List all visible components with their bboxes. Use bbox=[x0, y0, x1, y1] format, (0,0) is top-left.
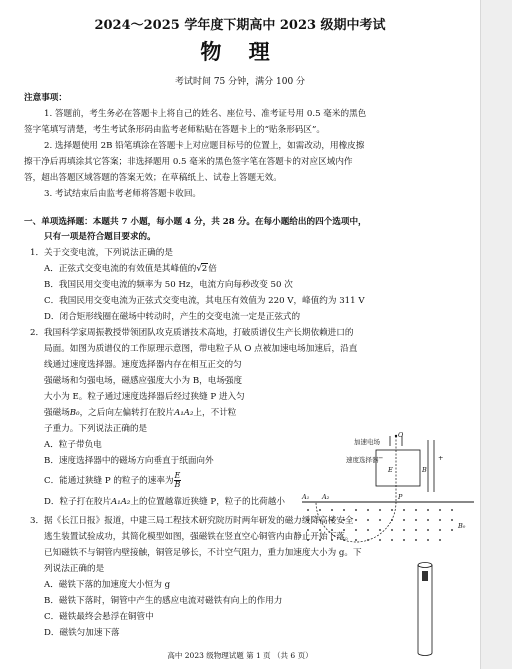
notes-line: 2. 选择题使用 2B 铅笔填涂在答题卡上对应题目标号的位置上，如需改动，用橡皮擦 bbox=[44, 141, 365, 151]
option-text: 上的位置越靠近狭缝 P，粒子的比荷越小 bbox=[130, 497, 285, 507]
section-heading: 一、单项选择题：本题共 7 小题，每小题 4 分，共 28 分。在每小题给出的四个选项中， bbox=[24, 217, 367, 227]
question-2-option-c bbox=[44, 470, 181, 492]
question-3-stem: 列说法正确的是 bbox=[44, 564, 105, 574]
sqrt-sign: √ bbox=[196, 264, 202, 274]
question-2-stem: 子重力。下列说法正确的是 bbox=[44, 424, 148, 434]
magnet-icon bbox=[422, 571, 428, 581]
label-o: O bbox=[398, 432, 404, 439]
question-2-stem bbox=[44, 407, 236, 419]
question-2-stem: 强磁场和匀强电场，磁感应强度大小为 B，电场强度 bbox=[44, 376, 243, 386]
option-text: C．能通过狭缝 P 的粒子的速率为 bbox=[44, 476, 174, 486]
fraction-e-over-b bbox=[174, 472, 182, 489]
label-a1: A₁ bbox=[302, 493, 310, 501]
question-2-stem: 线通过速度选择器。速度选择器内存在相互正交的匀 bbox=[44, 360, 242, 370]
symbol-a1a2: A₁A₂ bbox=[174, 408, 194, 418]
question-2-option-b: B．速度选择器中的磁场方向垂直于纸面向外 bbox=[44, 456, 214, 466]
notes-line: 1. 答题前，考生务必在答题卡上将自己的姓名、座位号、准考证号用 0.5 毫米的黑色 bbox=[44, 109, 367, 119]
option-text: 倍 bbox=[208, 264, 217, 274]
question-3-option-a: A．磁铁下落的加速度大小恒为 g bbox=[44, 580, 171, 590]
section-heading: 只有一项是符合题目要求的。 bbox=[44, 232, 156, 242]
notes-heading: 注意事项： bbox=[24, 93, 67, 103]
symbol-b0: B₀ bbox=[69, 408, 80, 418]
label-accel-field: 加速电场 bbox=[354, 438, 380, 446]
label-a2: A₂ bbox=[322, 493, 330, 501]
question-2-stem: 大小为 E。粒子通过速度选择器后经过狭缝 P 进入匀 bbox=[44, 392, 245, 402]
mass-spectrometer-diagram bbox=[298, 432, 478, 544]
question-1-option-c: C．我国民用交变电流为正弦式交变电流，其电压有效值为 220 V，峰值约为 311 V bbox=[44, 296, 365, 306]
label-p: P bbox=[398, 493, 403, 501]
question-2-stem: 局面。如图为质谱仪的工作原理示意图，带电粒子从 O 点被加速电场加速后，沿直 bbox=[44, 344, 358, 354]
label-b: B bbox=[422, 466, 427, 474]
exam-title: 2024～2025 学年度下期高中 2023 级期中考试 bbox=[94, 18, 386, 33]
exam-info: 考试时间 75 分钟，满分 100 分 bbox=[174, 77, 306, 87]
question-1-option-a bbox=[44, 263, 217, 275]
question-3-option-d: D．磁铁匀加速下落 bbox=[44, 628, 120, 638]
label-velocity-selector: 速度选择器 bbox=[346, 456, 379, 464]
option-text: D．粒子打在胶片 bbox=[44, 497, 112, 507]
label-minus: − bbox=[378, 454, 384, 462]
right-sidebar bbox=[480, 0, 512, 669]
symbol-a1a2: A₁A₂ bbox=[111, 497, 131, 507]
notes-line: 答，超出答题区域答题的答案无效；在草稿纸上、试卷上答题无效。 bbox=[24, 173, 282, 183]
question-3-option-b: B．磁铁下落时，铜管中产生的感应电流对磁铁有向上的作用力 bbox=[44, 596, 283, 606]
label-e: E bbox=[388, 466, 393, 474]
option-text: A．正弦式交变电流的有效值是其峰值的 bbox=[44, 264, 197, 274]
question-2-option-d bbox=[44, 496, 285, 508]
question-3-stem: 3．据《长江日报》报道，中建三局工程技术研究院历时两年研发的磁力缓降高楼安全 bbox=[30, 516, 354, 526]
question-2-option-a: A．粒子带负电 bbox=[44, 440, 102, 450]
question-3-stem: 逃生装置试验成功，其简化模型如图，强磁铁在竖直空心铜管内由静止开始下落。 bbox=[44, 532, 354, 542]
question-2-stem: 2．我国科学家周振教授带领团队攻克质谱技术高地，打破质谱仪生产长期依赖进口的 bbox=[30, 328, 354, 338]
copper-tube-diagram bbox=[414, 561, 436, 657]
label-b0: B₀ bbox=[458, 522, 466, 530]
stem-text: 强磁场 bbox=[44, 408, 70, 418]
notes-line: 签字笔填写清楚，考生考试条形码由监考老师粘贴在答题卡上的“贴条形码区”。 bbox=[24, 125, 325, 135]
stem-text: 上，不计粒 bbox=[193, 408, 237, 418]
fraction-numerator: E bbox=[174, 471, 181, 480]
page-footer: 高中 2023 级物理试题 第 1 页 （共 6 页） bbox=[167, 651, 313, 660]
sqrt-radicand: 2 bbox=[201, 264, 208, 274]
stem-text: ，之后向左偏转打在胶片 bbox=[79, 408, 175, 418]
question-3-stem: 已知磁铁不与铜管内壁接触，铜管足够长，不计空气阻力，重力加速度大小为 g。下 bbox=[44, 548, 362, 558]
fraction-denominator: B bbox=[174, 480, 181, 489]
question-3-option-c: C．磁铁最终会悬浮在铜管中 bbox=[44, 612, 154, 622]
notes-line: 3. 考试结束后由监考老师将答题卡收回。 bbox=[44, 189, 202, 199]
subject-title: 物 理 bbox=[200, 39, 280, 64]
notes-line: 擦干净后再填涂其它答案；非选择题用 0.5 毫米的黑色签字笔在答题卡的对应区域内作 bbox=[24, 157, 353, 167]
question-1-option-d: D．闭合矩形线圈在磁场中转动时，产生的交变电流一定是正弦式的 bbox=[44, 312, 301, 322]
label-plus: + bbox=[438, 454, 444, 462]
question-1-option-b: B．我国民用交变电流的频率为 50 Hz，电流方向每秒改变 50 次 bbox=[44, 280, 293, 290]
question-1-stem: 1．关于交变电流，下列说法正确的是 bbox=[30, 248, 173, 258]
